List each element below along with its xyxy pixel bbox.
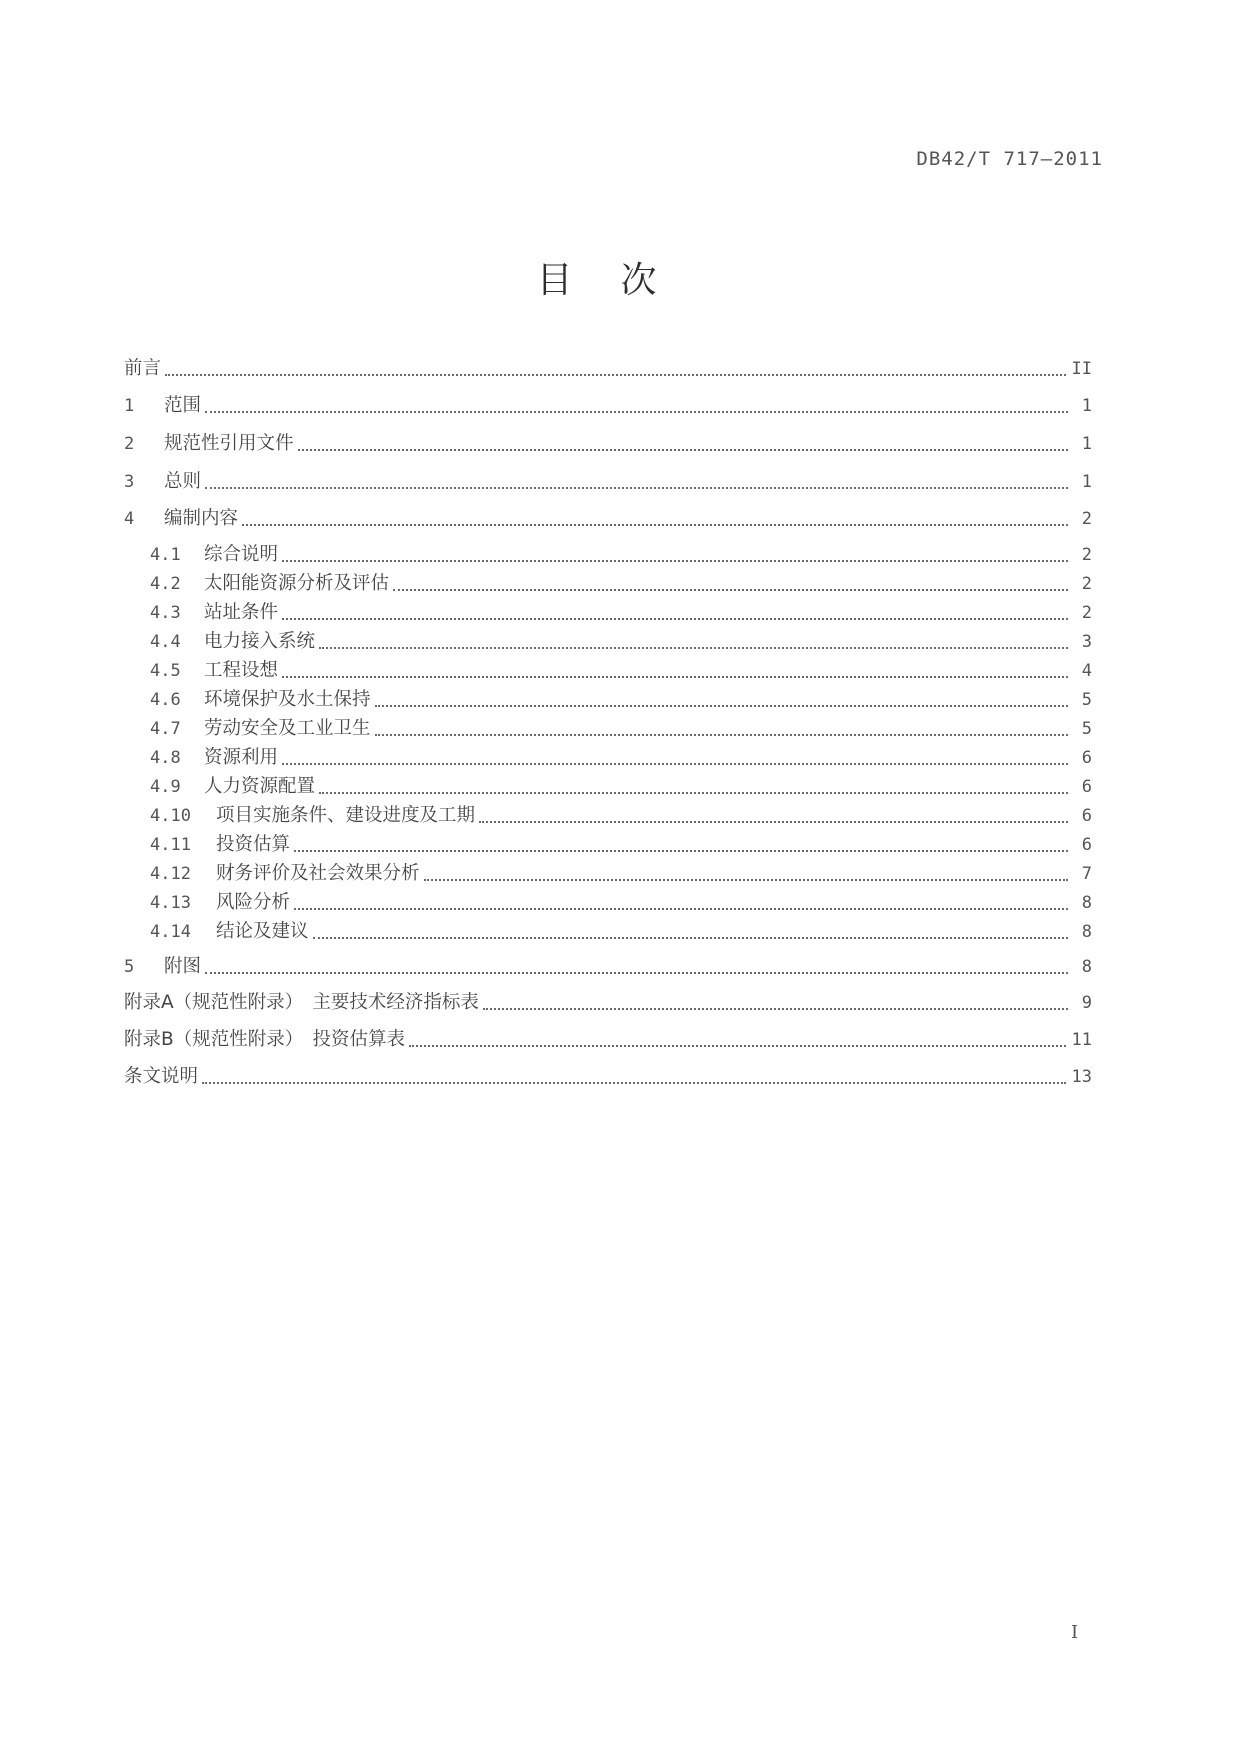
toc-entry-number: 4.6 [150, 690, 181, 710]
toc-entry-label: 项目实施条件、建设进度及工期 [216, 805, 476, 826]
toc-entry-number: 4 [124, 509, 135, 529]
dot-leader [483, 1000, 1068, 1010]
document-code: DB42/T 717—2011 [916, 148, 1103, 170]
toc-entry[interactable] [124, 1060, 1092, 1090]
toc-entry-label: 前言 [124, 358, 162, 379]
toc-entry-label: 综合说明 [204, 544, 279, 565]
toc-entry[interactable] [124, 770, 1092, 800]
toc-entry-number: 4.10 [150, 806, 191, 826]
toc-entry[interactable] [124, 567, 1092, 597]
toc-entry-page: 5 [1081, 719, 1092, 739]
toc-entry-number: 4.12 [150, 864, 191, 884]
toc-entry-page: 2 [1081, 509, 1092, 529]
toc-entry[interactable] [124, 712, 1092, 742]
toc-entry[interactable] [124, 654, 1092, 684]
toc-entry-number: 4.4 [150, 632, 181, 652]
toc-entry-label: 总则 [164, 471, 202, 492]
dot-leader [375, 697, 1068, 707]
toc-entry-page: 3 [1081, 632, 1092, 652]
toc-entry-page: 11 [1071, 1030, 1092, 1050]
dot-leader [375, 726, 1068, 736]
toc-entry-label: 附录B（规范性附录） 投资估算表 [124, 1029, 405, 1050]
toc-entry-number: 4.11 [150, 835, 191, 855]
toc-entry-label: 太阳能资源分析及评估 [204, 573, 390, 594]
toc-entry-page: 6 [1081, 835, 1092, 855]
toc-entry[interactable] [124, 986, 1092, 1016]
dot-leader [409, 1037, 1066, 1047]
toc-entry-number: 4.8 [150, 748, 181, 768]
dot-leader [242, 516, 1068, 526]
toc-entry-page: 1 [1081, 472, 1092, 492]
toc-entry[interactable] [124, 596, 1092, 626]
dot-leader [313, 929, 1068, 939]
toc-entry[interactable] [124, 389, 1092, 419]
toc-entry[interactable] [124, 799, 1092, 829]
dot-leader [319, 639, 1068, 649]
toc-entry[interactable] [124, 683, 1092, 713]
toc-entry-page: 6 [1081, 806, 1092, 826]
dot-leader [205, 403, 1068, 413]
toc-entry-label: 风险分析 [216, 892, 291, 913]
toc-entry[interactable] [124, 502, 1092, 532]
toc-entry-label: 电力接入系统 [204, 631, 316, 652]
toc-entry[interactable] [124, 538, 1092, 568]
toc-entry-number: 4.13 [150, 893, 191, 913]
toc-entry-page: II [1071, 359, 1092, 379]
dot-leader [393, 581, 1068, 591]
dot-leader [205, 964, 1068, 974]
toc-entry-number: 2 [124, 434, 135, 454]
toc-entry-page: 8 [1081, 957, 1092, 977]
dot-leader [319, 784, 1068, 794]
toc-entry-page: 7 [1081, 864, 1092, 884]
toc-entry-number: 4.1 [150, 545, 181, 565]
toc-entry-page: 2 [1081, 603, 1092, 623]
toc-entry-label: 范围 [164, 395, 202, 416]
toc-entry-label: 站址条件 [204, 602, 279, 623]
dot-leader [424, 871, 1068, 881]
toc-entry-number: 4.2 [150, 574, 181, 594]
toc-entry-number: 4.14 [150, 922, 191, 942]
toc-entry-number: 5 [124, 957, 135, 977]
toc-entry-label: 工程设想 [204, 660, 279, 681]
toc-entry[interactable] [124, 1023, 1092, 1053]
dot-leader [479, 813, 1068, 823]
dot-leader [294, 842, 1068, 852]
dot-leader [282, 755, 1068, 765]
toc-entry[interactable] [124, 828, 1092, 858]
toc-entry-number: 4.5 [150, 661, 181, 681]
toc-entry-label: 资源利用 [204, 747, 279, 768]
toc-entry-page: 8 [1081, 893, 1092, 913]
toc-entry-number: 4.7 [150, 719, 181, 739]
toc-entry-label: 结论及建议 [216, 921, 309, 942]
dot-leader [282, 668, 1068, 678]
toc-entry-number: 1 [124, 396, 135, 416]
toc-entry-label: 附录A（规范性附录） 主要技术经济指标表 [124, 992, 479, 1013]
toc-entry[interactable] [124, 950, 1092, 980]
toc-entry-page: 8 [1081, 922, 1092, 942]
toc-entry-number: 3 [124, 472, 135, 492]
toc-entry[interactable] [124, 915, 1092, 945]
toc-entry-number: 4.3 [150, 603, 181, 623]
toc-entry[interactable] [124, 741, 1092, 771]
dot-leader [294, 900, 1068, 910]
toc-entry-page: 1 [1081, 434, 1092, 454]
toc-entry-label: 条文说明 [124, 1066, 199, 1087]
toc-entry[interactable] [124, 857, 1092, 887]
toc-entry-page: 1 [1081, 396, 1092, 416]
dot-leader [165, 366, 1066, 376]
dot-leader [282, 552, 1068, 562]
dot-leader [298, 441, 1068, 451]
toc-entry[interactable] [124, 427, 1092, 457]
toc-entry-label: 附图 [164, 956, 202, 977]
toc-entry-number: 4.9 [150, 777, 181, 797]
toc-entry-label: 劳动安全及工业卫生 [204, 718, 371, 739]
toc-entry-page: 9 [1081, 993, 1092, 1013]
toc-entry-page: 6 [1081, 748, 1092, 768]
toc-entry-page: 13 [1071, 1067, 1092, 1087]
toc-entry-label: 编制内容 [164, 508, 239, 529]
dot-leader [282, 610, 1068, 620]
toc-entry[interactable] [124, 465, 1092, 495]
toc-entry-label: 人力资源配置 [204, 776, 316, 797]
dot-leader [205, 479, 1068, 489]
page-number: I [1071, 1622, 1079, 1643]
toc-entry[interactable] [124, 625, 1092, 655]
toc-entry-label: 财务评价及社会效果分析 [216, 863, 420, 884]
dot-leader [202, 1074, 1066, 1084]
toc-entry[interactable] [124, 886, 1092, 916]
toc-entry-page: 2 [1081, 574, 1092, 594]
toc-entry[interactable] [124, 352, 1092, 382]
toc-entry-label: 环境保护及水土保持 [204, 689, 371, 710]
toc-entry-page: 5 [1081, 690, 1092, 710]
toc-entry-page: 2 [1081, 545, 1092, 565]
toc-entry-page: 6 [1081, 777, 1092, 797]
toc-title: 目次 [536, 260, 705, 301]
toc-entry-page: 4 [1081, 661, 1092, 681]
toc-entry-label: 规范性引用文件 [164, 433, 294, 454]
toc-entry-label: 投资估算 [216, 834, 291, 855]
